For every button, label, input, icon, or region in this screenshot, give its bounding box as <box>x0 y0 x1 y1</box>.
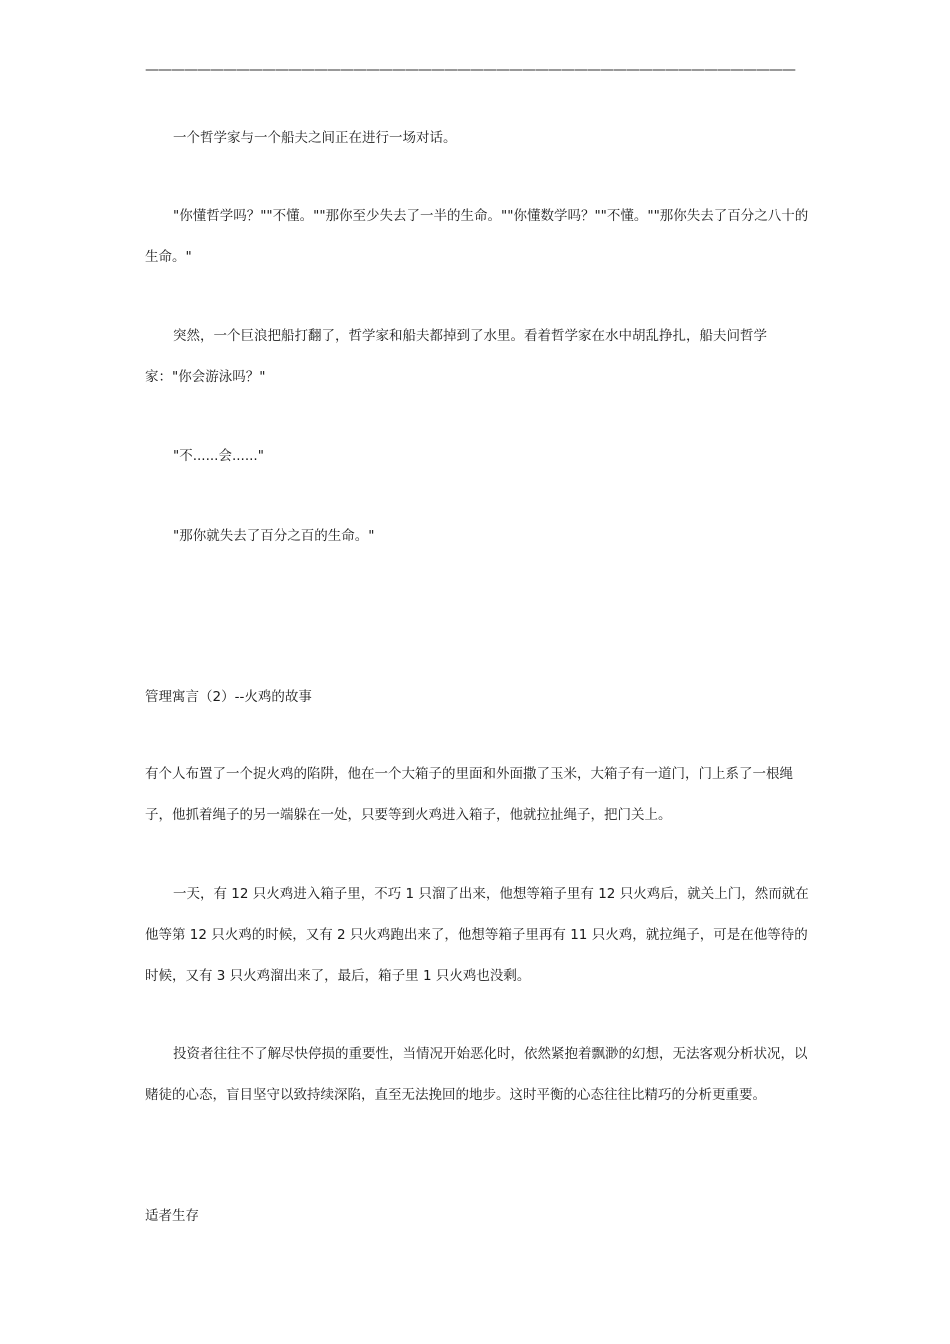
story2-title: 管理寓言（2）--火鸡的故事 <box>145 689 312 705</box>
story3-title: 适者生存 <box>145 1208 199 1224</box>
story2-paragraph-1: 有个人布置了一个捉火鸡的陷阱，他在一个大箱子的里面和外面撒了玉米，大箱子有一道门，门上系了一根绳子，他抓着绳子的另一端躲在一处，只要等到火鸡进入箱子，他就拉扯绳子，把门关上。 <box>145 766 793 823</box>
story1-paragraph-4: "不......会......" <box>173 448 264 464</box>
divider-line: —————————————————————————————————————————————————— <box>145 62 795 78</box>
story1-paragraph-2: "你懂哲学吗？""不懂。""那你至少失去了一半的生命。""你懂数学吗？""不懂。""那你失去了百分之八十的生命。" <box>145 208 809 265</box>
story1-paragraph-1: 一个哲学家与一个船夫之间正在进行一场对话。 <box>173 130 457 146</box>
story1-paragraph-5: "那你就失去了百分之百的生命。" <box>173 528 375 544</box>
story1-paragraph-3: 突然，一个巨浪把船打翻了，哲学家和船夫都掉到了水里。看着哲学家在水中胡乱挣扎，船夫问哲学家："你会游泳吗？" <box>145 328 767 385</box>
story2-paragraph-3: 投资者往往不了解尽快停损的重要性，当情况开始恶化时，依然紧抱着飘渺的幻想，无法客观分析状况，以赌徒的心态，盲目坚守以致持续深陷，直至无法挽回的地步。这时平衡的心态往往比精巧的分析更重要。 <box>145 1046 808 1103</box>
story2-paragraph-2: 一天，有 12 只火鸡进入箱子里，不巧 1 只溜了出来，他想等箱子里有 12 只火鸡后，就关上门，然而就在他等第 12 只火鸡的时候，又有 2 只火鸡跑出来了，他想等箱子里再有 11 只火鸡，就拉绳子，可是在他等待的时候，又有 3 只火鸡溜出来了，最后，箱子里 1 只火鸡也没剩。 <box>145 886 809 984</box>
